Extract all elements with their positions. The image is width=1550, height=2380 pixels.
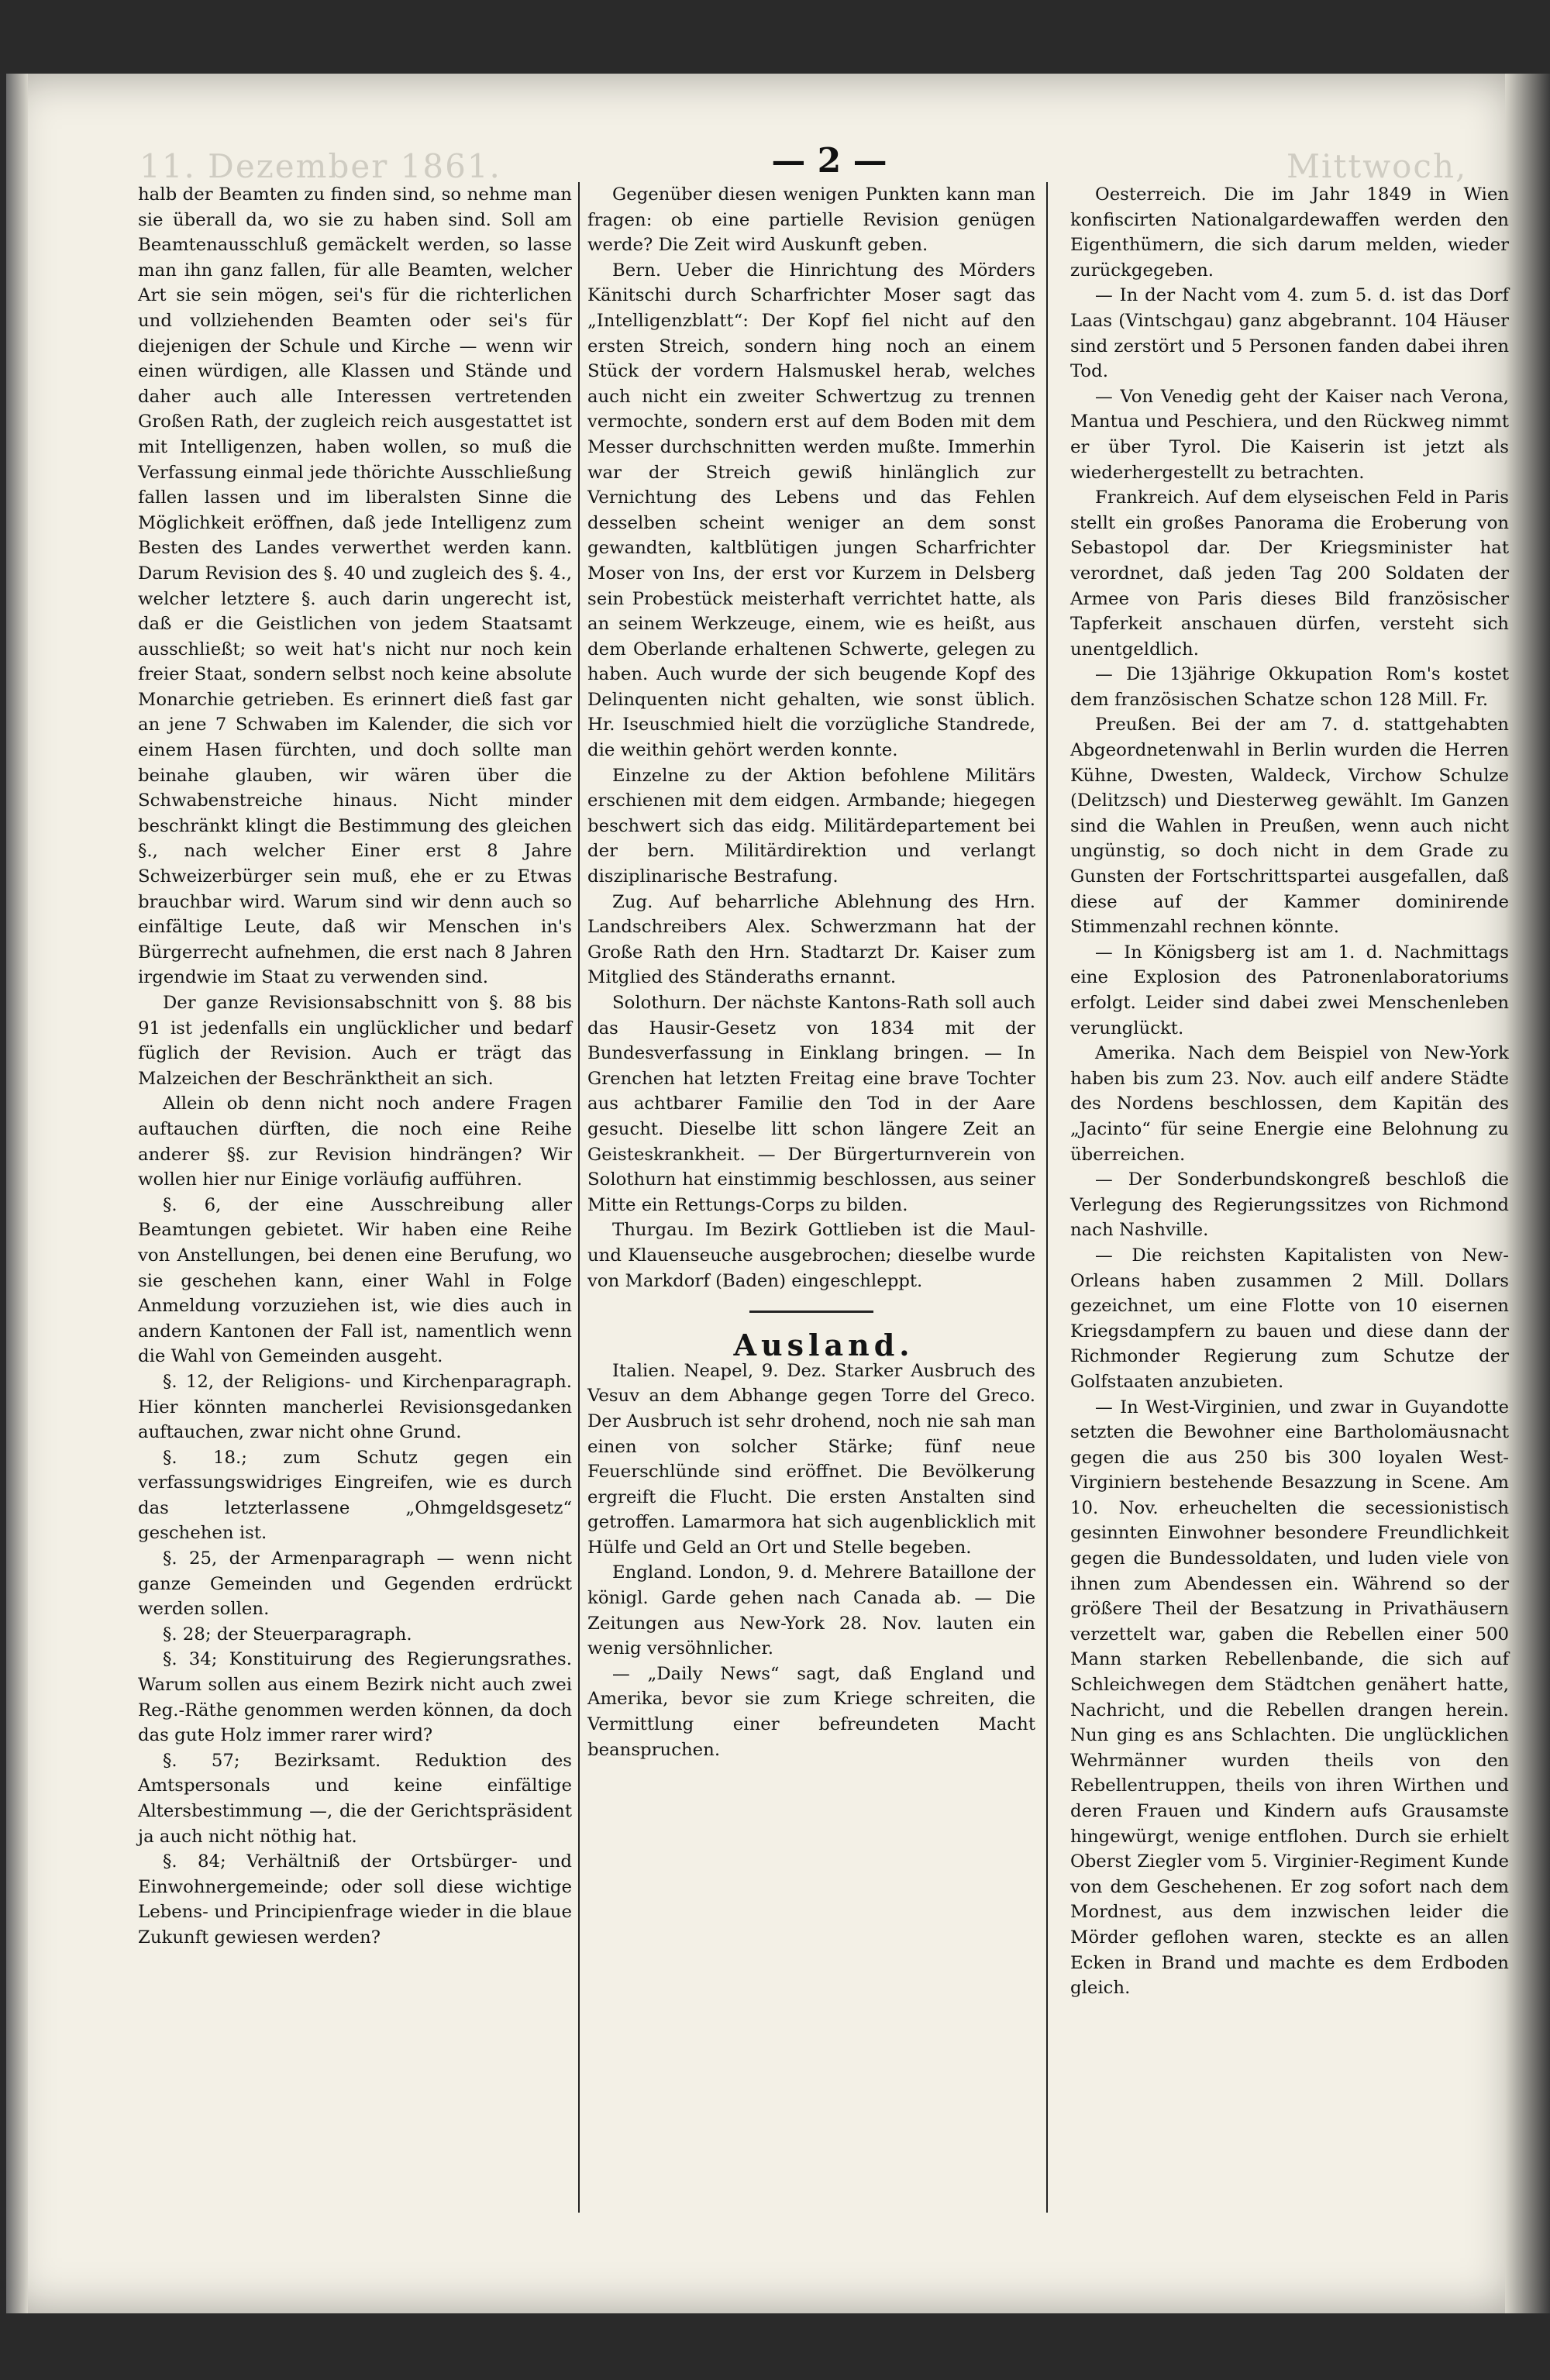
article-paragraph: §. 12, der Religions- und Kirchenparagraph. Hier könnten mancherlei Revisionsgedanken auftauchen, zwar nicht ohne Grund. <box>138 1371 572 1443</box>
article-paragraph: §. 6, der eine Ausschreibung aller Beamtungen gebietet. Wir haben eine Reihe von Anstellungen, bei denen eine Berufung, wo sie geschehen kann, einer Wahl in Folge Anmeldung vorzuziehen ist, wie dies auch in andern Kantonen der Fall ist, namentlich wenn die Wahl von Gemeinden ausgeht. <box>138 1194 572 1367</box>
article-paragraph: — Die 13jährige Okkupation Rom's kostet dem französischen Schatze schon 128 Mill. Fr. <box>1070 664 1509 710</box>
article-paragraph: Allein ob denn nicht noch andere Fragen auftauchen dürften, die noch eine Reihe anderer §§. zur Revision hindrängen? Wir wollen hier nur Einige vorläufig aufführen. <box>138 1094 572 1190</box>
article-paragraph: — In West-Virginien, und zwar in Guyandotte setzten die Bewohner eine Bartholomäusnacht gegen die aus 250 bis 300 loyalen West-Virginiern bestehende Besazzung in Scene. Am 10. Nov. erheuchelten die secessionistisch gesinnten Einwohner besondere Freundlichkeit gegen die Bundessoldaten, und luden viele von ihnen zum Abendessen ein. Während so der größere Theil der Besatzung in Privathäusern verzettelt war, gaben die Rebellen einer 500 Mann starken Rebellenbande, die sich auf Schleichwegen dem Städtchen genähert hatte, Nachricht, und die Rebellen drangen herein. Nun ging es ans Schlachten. Die unglücklichen Wehrmänner wurden theils von den Rebellentruppen, theils von ihren Wirthen und deren Frauen und Kindern aufs Grausamste hingewürgt, wenige entflohen. Durch sie erhielt Oberst Ziegler vom 5. Virginier-Regiment Kunde von dem Geschehenen. Er zog sofort nach dem Mordnest, aus dem inzwischen leider die Mörder geflohen waren, steckte es an allen Ecken in Brand und machte es dem Erdboden gleich. <box>1070 1397 1509 1999</box>
article-paragraph: Preußen. Bei der am 7. d. stattgehabten Abgeordnetenwahl in Berlin wurden die Herren Kühne, Dwesten, Waldeck, Virchow Schulze (Delitzsch) und Diesterweg gewählt. Im Ganzen sind die Wahlen in Preußen, wenn auch nicht ungünstig, so doch nicht in dem Grade zu Gunsten der Fortschrittspartei ausgefallen, daß diese auf der Kammer dominirende Stimmenzahl rechnen könnte. <box>1070 715 1509 938</box>
column-rule-2 <box>1046 182 1048 2213</box>
article-paragraph: Italien. Neapel, 9. Dez. Starker Ausbruch des Vesuv an dem Abhange gegen Torre del Greco. Der Ausbruch ist sehr drohend, noch nie sah man einen von solcher Stärke; fünf neue Feuerschlünde sind eröffnet. Die Bevölkerung ergreift die Flucht. Die ersten Anstalten sind getroffen. Lamarmora hat sich augenblicklich mit Hülfe und Geld an Ort und Stelle begeben. <box>587 1360 1035 1558</box>
article-paragraph: §. 25, der Armenparagraph — wenn nicht ganze Gemeinden und Gegenden erdrückt werden sollen. <box>138 1548 572 1620</box>
article-paragraph: Amerika. Nach dem Beispiel von New-York haben bis zum 23. Nov. auch eilf andere Städte des Nordens beschlossen, dem Kapitän des „Jacinto“ für seine Energie eine Belohnung zu überreichen. <box>1070 1043 1509 1165</box>
column-2-domestic-news <box>587 182 1035 1293</box>
article-paragraph: Frankreich. Auf dem elyseischen Feld in Paris stellt ein großes Panorama die Eroberung von Sebastopol dar. Der Kriegsminister hat verordnet, daß jeden Tag 200 Soldaten der Armee von Paris dieses Bild französischer Tapferkeit anschauen dürfen, versteht sich unentgeldlich. <box>1070 487 1509 660</box>
bleed-through-header-right: Mittwoch, <box>1286 147 1468 185</box>
article-paragraph: — Von Venedig geht der Kaiser nach Verona, Mantua und Peschiera, und den Rückweg nimmt er über Tyrol. Die Kaiserin ist jetzt als wiederhergestellt zu betrachten. <box>1070 386 1509 483</box>
article-paragraph: — Die reichsten Kapitalisten von New-Orleans haben zusammen 2 Mill. Dollars gezeichnet, um eine Flotte von 10 eisernen Kriegsdampfern zu bauen und diese dann der Richmonder Regierung zum Schutze der Golfstaaten anzubieten. <box>1070 1245 1509 1392</box>
article-paragraph: §. 84; Verhältniß der Ortsbürger- und Einwohnergemeinde; oder soll diese wichtige Lebens- und Principienfrage wieder in die blaue Zukunft gewiesen werden? <box>138 1851 572 1948</box>
article-paragraph: Zug. Auf beharrliche Ablehnung des Hrn. Landschreibers Alex. Schwerzmann hat der Große Rath den Hrn. Stadtarzt Dr. Kaiser zum Mitglied des Ständeraths ernannt. <box>587 891 1035 988</box>
section-heading-ausland: Ausland. <box>733 1328 914 1363</box>
bleed-through-header-left: 11. Dezember 1861. <box>140 147 501 185</box>
column-rule-1 <box>578 182 580 2213</box>
page-number: — 2 — <box>771 141 887 181</box>
article-paragraph: Solothurn. Der nächste Kantons-Rath soll auch das Hausir-Gesetz von 1834 mit der Bundesverfassung in Einklang bringen. — In Grenchen hat letzten Freitag eine brave Tochter aus achtbarer Familie den Tod in der Aare gesucht. Dieselbe litt schon längere Zeit an Geisteskrankheit. — Der Bürgerturnverein von Solothurn hat einstimmig beschlossen, aus seiner Mitte ein Rettungs-Corps zu bilden. <box>587 993 1035 1215</box>
article-paragraph: — In Königsberg ist am 1. d. Nachmittags eine Explosion des Patronenlaboratoriums erfolgt. Leider sind dabei zwei Menschenleben verunglückt. <box>1070 942 1509 1038</box>
article-paragraph: Gegenüber diesen wenigen Punkten kann man fragen: ob eine partielle Revision genügen werde? Die Zeit wird Auskunft geben. <box>587 184 1035 256</box>
article-paragraph: — Der Sonderbundskongreß beschloß die Verlegung des Regierungssitzes von Richmond nach Nashville. <box>1070 1169 1509 1241</box>
page-edge-left <box>6 74 28 2313</box>
article-paragraph: §. 57; Bezirksamt. Reduktion des Amtspersonals und keine einfältige Altersbestimmung —, die der Gerichtspräsident ja auch nicht nöthig hat. <box>138 1750 572 1847</box>
article-paragraph: — In der Nacht vom 4. zum 5. d. ist das Dorf Laas (Vintschgau) ganz abgebrannt. 104 Häuser sind zerstört und 5 Personen fanden dabei ihren Tod. <box>1070 285 1509 382</box>
article-paragraph: §. 18.; zum Schutz gegen ein verfassungswidriges Eingreifen, wie es durch das letzterlassene „Ohmgeldsgesetz“ geschehen ist. <box>138 1447 572 1544</box>
article-paragraph: Thurgau. Im Bezirk Gottlieben ist die Maul- und Klauenseuche ausgebrochen; dieselbe wurde von Markdorf (Baden) eingeschleppt. <box>587 1220 1035 1291</box>
article-paragraph: Der ganze Revisionsabschnitt von §. 88 bis 91 ist jedenfalls ein unglücklicher und bedarf füglich der Revision. Auch er trägt das Malzeichen der Beschränktheit an sich. <box>138 993 572 1089</box>
column-3 <box>1070 182 1509 2001</box>
article-paragraph: Oesterreich. Die im Jahr 1849 in Wien konfiscirten Nationalgardewaffen werden den Eigenthümern, die sich darum melden, wieder zurückgegeben. <box>1070 184 1509 281</box>
article-paragraph: §. 28; der Steuerparagraph. <box>163 1624 412 1645</box>
article-paragraph: halb der Beamten zu finden sind, so nehme man sie überall da, wo sie zu haben sind. Soll am Beamtenausschluß gemäckelt werden, so lasse man ihn ganz fallen, für alle Beamten, welcher Art sie sein mögen, sei's für die richterlichen und vollziehenden Beamten oder sei's für diejenigen der Schule und Kirche — wenn wir einen würdigen, alle Klassen und Stände und daher auch alle Interessen vertretenden Großen Rath, der zugleich reich ausgestattet ist mit Intelligenzen, haben wollen, so muß die Verfassung einmal jede thörichte Ausschließung fallen lassen und im liberalsten Sinne die Möglichkeit eröffnen, daß jede Intelligenz zum Besten des Landes verwerthet werden kann. Darum Revision des §. 40 und zugleich des §. 4., welcher letztere §. auch darin ungerecht ist, daß er die Geistlichen von jedem Staatsamt ausschließt; so weit hat's nicht nur noch kein freier Staat, sondern selbst noch keine absolute Monarchie getrieben. Es erinnert dieß fast gar an jene 7 Schwaben im Kalender, die sich vor einem Hasen fürchten, und doch sollte man beinahe glauben, wir wären über die Schwabenstreiche hinaus. Nicht minder beschränkt klingt die Bestimmung des gleichen §., nach welcher Einer erst 8 Jahre Schweizerbürger sein muß, ehe er zu Etwas brauchbar wird. Warum sind wir denn auch so einfältige Leute, daß wir Menschen in's Bürgerrecht aufnehmen, die erst nach 8 Jahren irgendwie im Staat zu verwenden sind. <box>138 184 572 988</box>
section-separator <box>749 1311 873 1313</box>
column-1 <box>138 182 572 1951</box>
article-paragraph: §. 34; Konstituirung des Regierungsrathes. Warum sollen aus einem Bezirk nicht auch zwei Reg.-Räthe genommen werden können, da doch das gute Holz immer rarer wird? <box>138 1649 572 1746</box>
article-paragraph: Einzelne zu der Aktion befohlene Militärs erschienen mit dem eidgen. Armbande; hiegegen beschwert sich das eidg. Militärdepartement bei der bern. Militärdirektion und verlangt disziplinarische Bestrafung. <box>587 765 1035 887</box>
page-edge-right <box>1505 74 1550 2313</box>
column-2 <box>587 182 1035 1762</box>
column-2-foreign-news <box>587 1359 1035 1763</box>
article-paragraph: — „Daily News“ sagt, daß England und Amerika, bevor sie zum Kriege schreiten, die Vermittlung einer befreundeten Macht beanspruchen. <box>587 1663 1035 1760</box>
article-paragraph: Bern. Ueber die Hinrichtung des Mörders Känitschi durch Scharfrichter Moser sagt das „Intelligenzblatt“: Der Kopf fiel nicht auf den ersten Streich, sondern hing noch an einem Stück der vordern Halsmuskel herab, welches auch nicht ein zweiter Schwertzug zu trennen vermochte, sondern erst auf dem Boden mit dem Messer durchschnitten werden mußte. Immerhin war der Streich gewiß hinlänglich zur Vernichtung des Lebens und das Fehlen desselben scheint weniger an dem sonst gewandten, kaltblütigen jungen Scharfrichter Moser von Ins, der erst vor Kurzem in Delsberg sein Probestück meisterhaft verrichtet hatte, als an seinem Werkzeuge, einem, wie es heißt, aus dem Oberlande erhaltenen Schwerte, gelegen zu haben. Auch wurde der sich beugende Kopf des Delinquenten nicht gehalten, wie sonst üblich. Hr. Iseuschmied hielt die vorzügliche Standrede, die weithin gehört werden konnte. <box>587 260 1035 761</box>
article-paragraph: England. London, 9. d. Mehrere Bataillone der königl. Garde gehen nach Canada ab. — Die Zeitungen aus New-York 28. Nov. lauten ein wenig versöhnlicher. <box>587 1562 1035 1659</box>
